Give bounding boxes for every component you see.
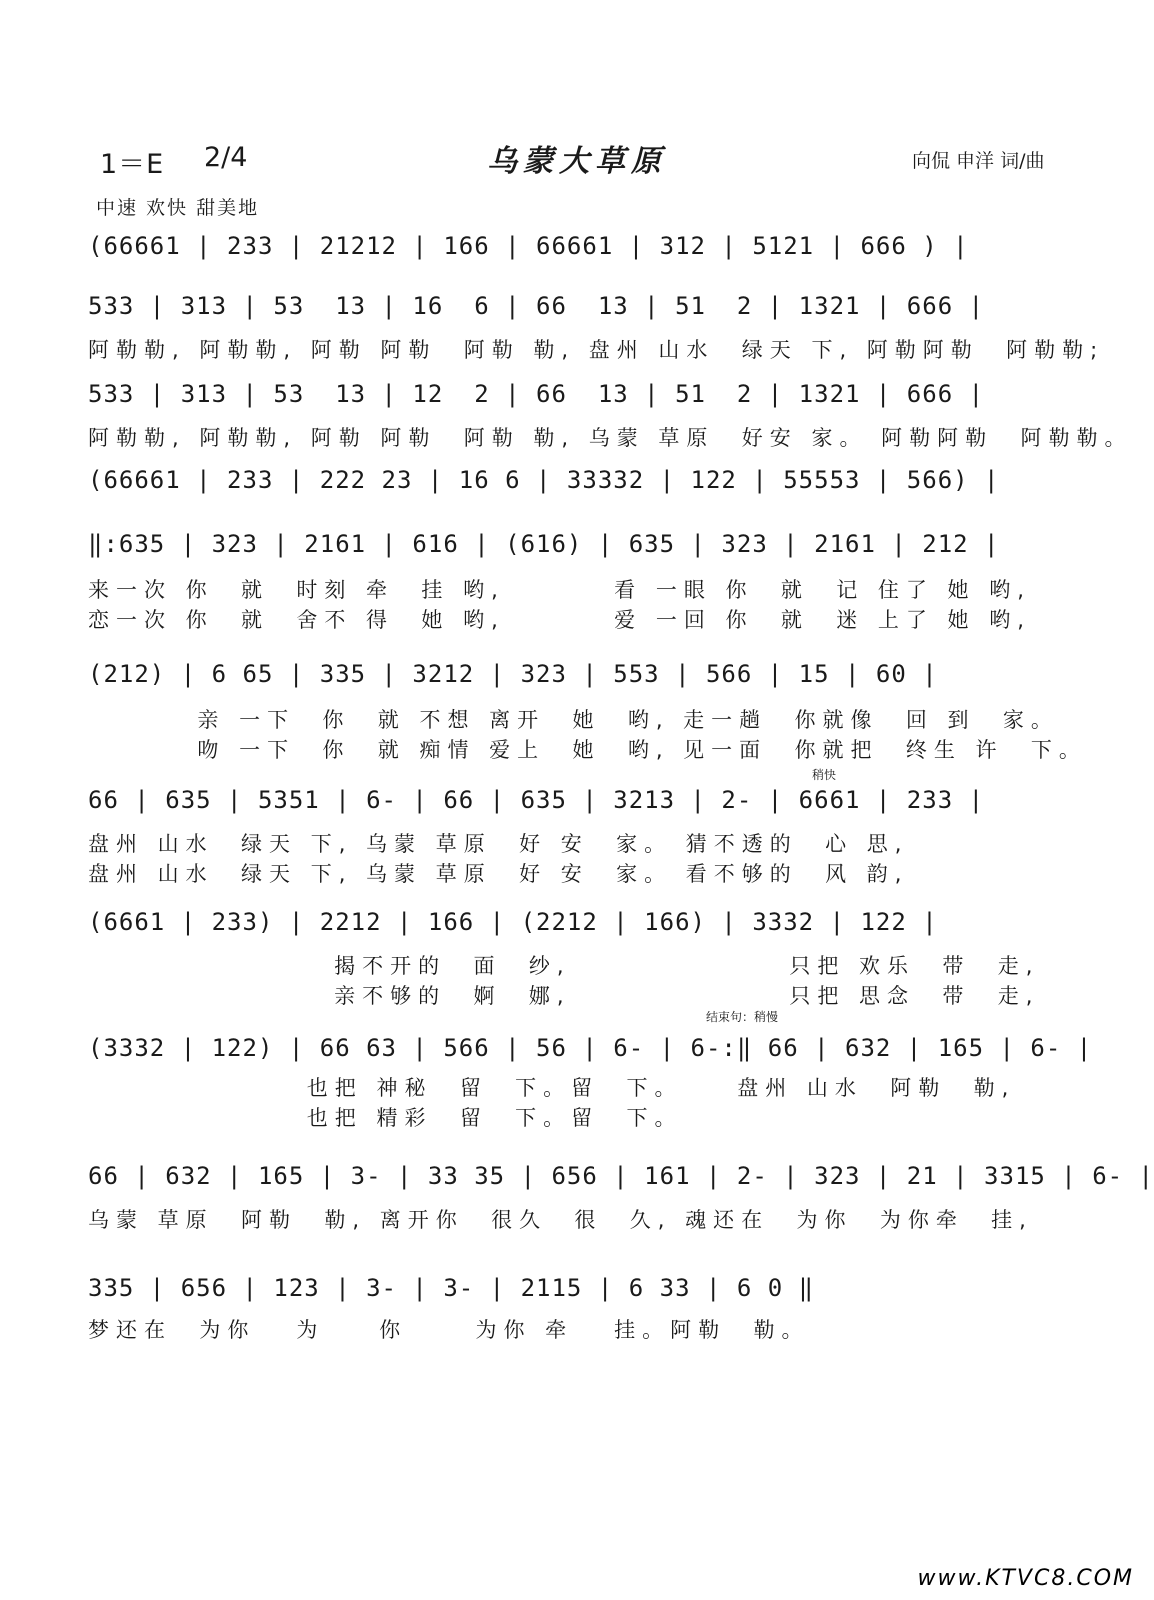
notation-row: (3332 | 122) | 66 63 | 566 | 56 | 6- | 6-:‖ 66 | 632 | 165 | 6- | bbox=[88, 1034, 1093, 1062]
lyrics-line: 亲不够的 婀 娜, 只把 思念 带 走, bbox=[88, 984, 1040, 1008]
notation-row: ‖:635 | 323 | 2161 | 616 | (616) | 635 | 323 | 2161 | 212 | bbox=[88, 530, 1000, 558]
composer-credit: 向侃 申洋 词/曲 bbox=[912, 150, 1045, 172]
lyrics-line: 盘州 山水 绿天 下, 乌蒙 草原 好 安 家。 看不够的 风 韵, bbox=[88, 862, 909, 886]
lyrics-line: 乌蒙 草原 阿勒 勒, 离开你 很久 很 久, 魂还在 为你 为你牵 挂, bbox=[88, 1208, 1033, 1232]
notation-row: 66 | 632 | 165 | 3- | 33 35 | 656 | 161 | 2- | 323 | 21 | 3315 | 6- | bbox=[88, 1162, 1154, 1190]
faster-mark: 稍快 bbox=[812, 768, 837, 782]
lyrics-line: 揭不开的 面 纱, 只把 欢乐 带 走, bbox=[88, 954, 1040, 978]
lyrics-line: 来一次 你 就 时刻 牵 挂 哟, 看 一眼 你 就 记 住了 她 哟, bbox=[88, 578, 1031, 602]
lyrics-line: 盘州 山水 绿天 下, 乌蒙 草原 好 安 家。 猜不透的 心 思, bbox=[88, 832, 909, 856]
lyrics-line: 也把 神秘 留 下。留 下。 盘州 山水 阿勒 勒, bbox=[88, 1076, 1016, 1100]
notation-row: 533 | 313 | 53 13 | 16 6 | 66 13 | 51 2 | 1321 | 666 | bbox=[88, 292, 985, 320]
notation-row: (6661 | 233) | 2212 | 166 | (2212 | 166) | 3332 | 122 | bbox=[88, 908, 938, 936]
lyrics-line: 亲 一下 你 就 不想 离开 她 哟, 走一趟 你就像 回 到 家。 bbox=[88, 708, 1059, 732]
tempo-marking: 中速 欢快 甜美地 bbox=[96, 197, 260, 219]
lyrics-line: 吻 一下 你 就 痴情 爱上 她 哟, 见一面 你就把 终生 许 下。 bbox=[88, 738, 1087, 762]
notation-row: (66661 | 233 | 21212 | 166 | 66661 | 312 | 5121 | 666 ) | bbox=[88, 232, 969, 260]
site-watermark: www.KTVC8.COM bbox=[917, 1566, 1134, 1591]
ending-mark: 结束句：稍慢 bbox=[706, 1010, 779, 1024]
notation-row: (66661 | 233 | 222 23 | 16 6 | 33332 | 122 | 55553 | 566) | bbox=[88, 466, 1000, 494]
song-title: 乌蒙大草原 bbox=[487, 144, 667, 179]
lyrics-line: 阿勒勒, 阿勒勒, 阿勒 阿勒 阿勒 勒, 盘州 山水 绿天 下, 阿勒阿勒 阿勒勒; bbox=[88, 338, 1105, 362]
notation-row: 335 | 656 | 123 | 3- | 3- | 2115 | 6 33 | 6 0 ‖ bbox=[88, 1274, 815, 1302]
key-signature: 1＝E bbox=[100, 149, 165, 180]
lyrics-line: 也把 精彩 留 下。留 下。 bbox=[88, 1106, 683, 1130]
notation-row: 66 | 635 | 5351 | 6- | 66 | 635 | 3213 | 2- | 6661 | 233 | bbox=[88, 786, 985, 814]
notation-row: 533 | 313 | 53 13 | 12 2 | 66 13 | 51 2 | 1321 | 666 | bbox=[88, 380, 985, 408]
notation-row: (212) | 6 65 | 335 | 3212 | 323 | 553 | 566 | 15 | 60 | bbox=[88, 660, 938, 688]
lyrics-line: 恋一次 你 就 舍不 得 她 哟, 爱 一回 你 就 迷 上了 她 哟, bbox=[88, 608, 1031, 632]
lyrics-line: 阿勒勒, 阿勒勒, 阿勒 阿勒 阿勒 勒, 乌蒙 草原 好安 家。 阿勒阿勒 阿勒勒。 bbox=[88, 426, 1133, 450]
time-signature: 2/4 bbox=[204, 142, 248, 173]
lyrics-line: 梦还在 为你 为 你 为你 牵 挂。阿勒 勒。 bbox=[88, 1318, 810, 1342]
